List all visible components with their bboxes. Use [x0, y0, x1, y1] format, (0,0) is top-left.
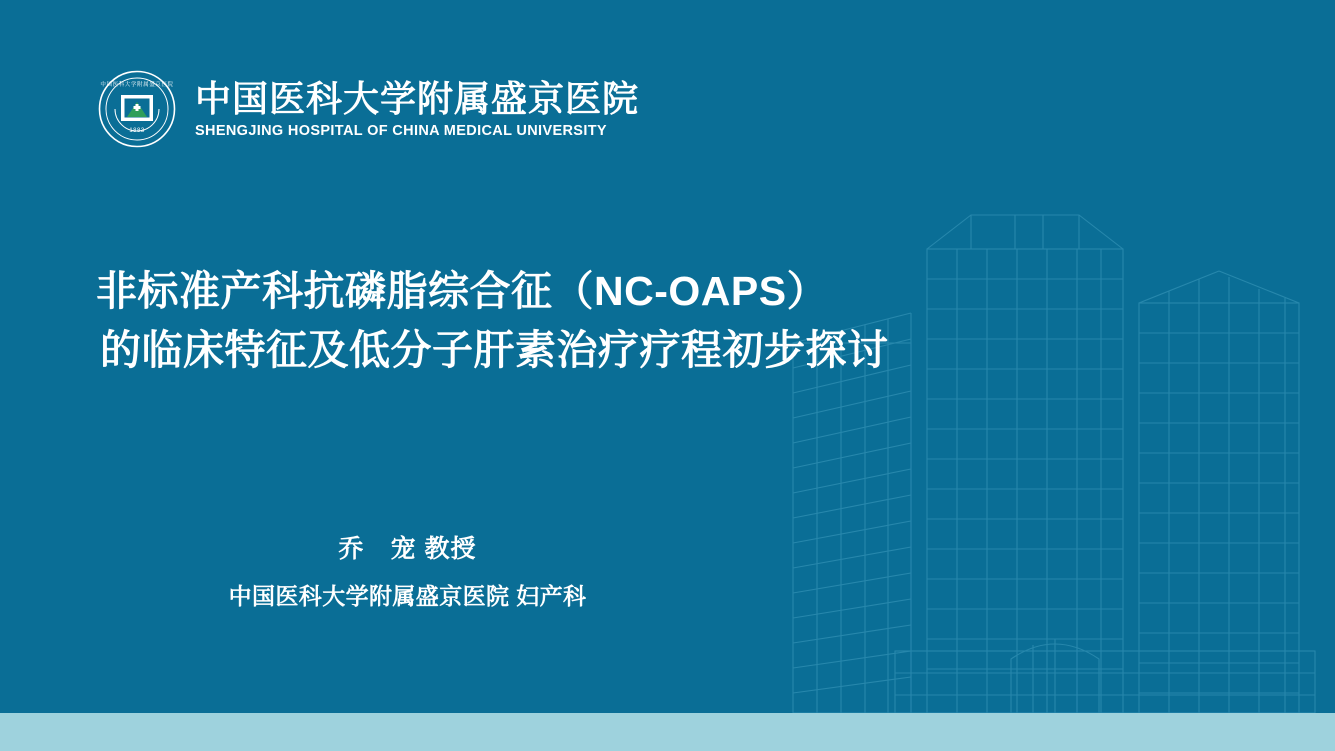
hospital-building-line-art	[775, 153, 1335, 713]
shengjing-hospital-emblem-icon	[97, 69, 177, 149]
presenter-name: 乔 宠 教授	[338, 535, 477, 563]
hospital-name-en: SHENGJING HOSPITAL OF CHINA MEDICAL UNIVERSITY	[195, 123, 607, 140]
presenter-affiliation: 中国医科大学附属盛京医院 妇产科	[228, 582, 587, 609]
bottom-accent-strip	[0, 713, 1335, 751]
svg-text:中国医科大学附属盛京医院: 中国医科大学附属盛京医院	[100, 82, 174, 88]
title-line-1: 非标准产科抗磷脂综合征（NC-OAPS）	[96, 268, 829, 314]
hospital-name-cn: 中国医科大学附属盛京医院	[195, 77, 640, 119]
hospital-logo	[97, 69, 639, 149]
svg-text:1883: 1883	[129, 128, 145, 134]
page-title	[96, 262, 1056, 381]
presenter-info	[0, 533, 815, 611]
hospital-logo-text	[195, 79, 639, 139]
title-line-2: 的临床特征及低分子肝素治疗疗程初步探讨	[100, 327, 889, 374]
